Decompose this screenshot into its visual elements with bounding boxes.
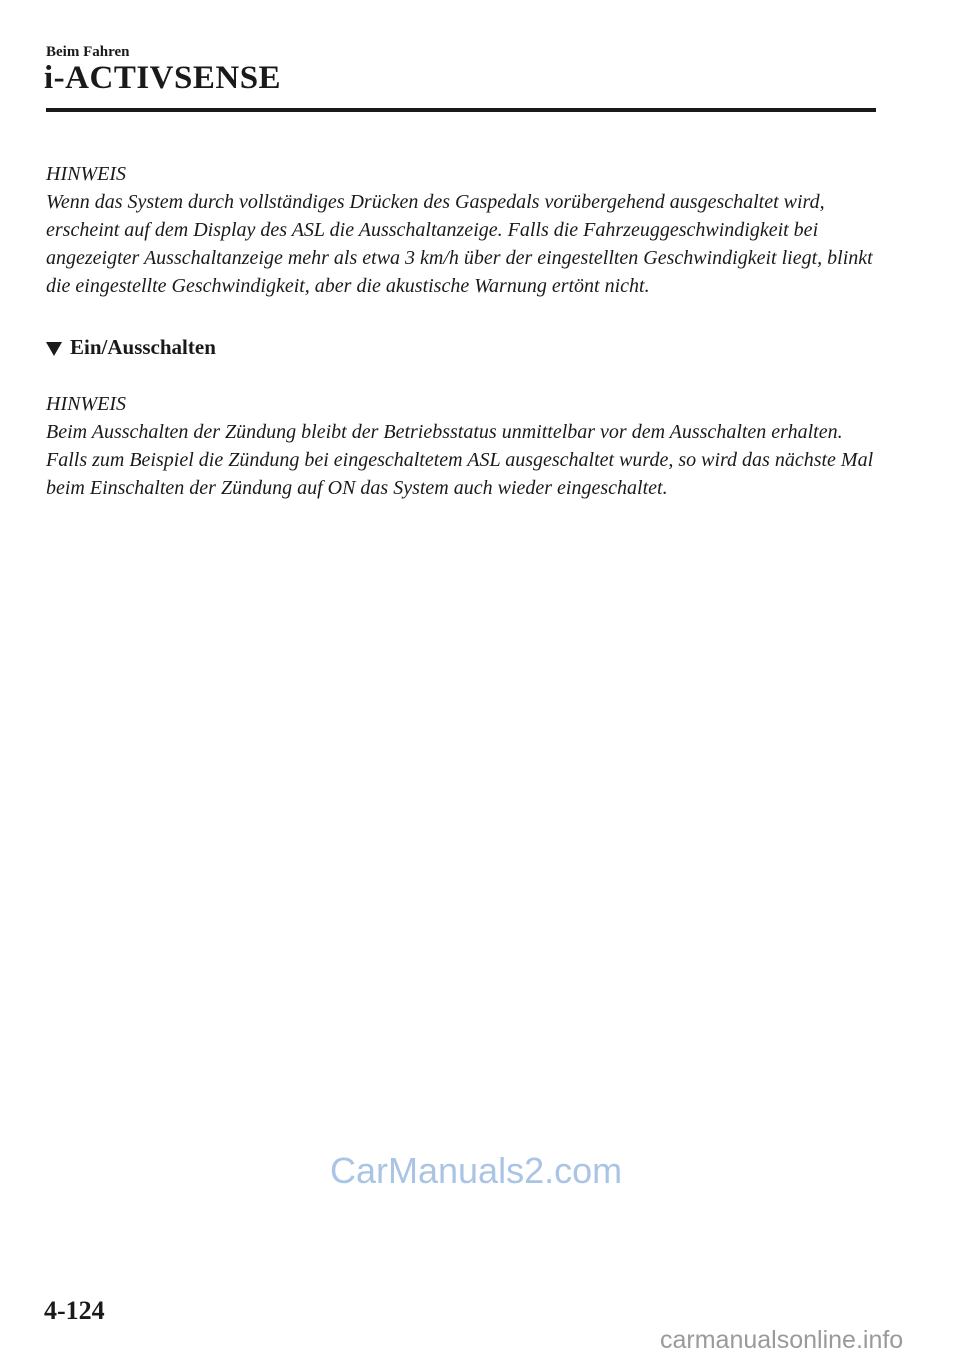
section-label: Beim Fahren xyxy=(46,44,130,60)
note-paragraph: Falls zum Beispiel die Zündung bei eingeschaltetem ASL ausgeschaltet wurde, so wird das nächste Mal beim Einschalten der Zündung auf ON das System auch wieder eingeschaltet. xyxy=(46,449,874,499)
section-heading xyxy=(46,335,216,360)
note-label: HINWEIS xyxy=(46,163,126,185)
page-title: i-ACTIVSENSE xyxy=(44,60,282,96)
section-heading-text: Ein/Ausschalten xyxy=(70,335,216,359)
page-number: 4-124 xyxy=(44,1296,105,1325)
note-paragraph: Beim Ausschalten der Zündung bleibt der Betriebsstatus unmittelbar vor dem Ausschalten erhalten. xyxy=(46,421,843,443)
note-label: HINWEIS xyxy=(46,393,126,415)
note-text: Wenn das System durch vollständiges Drücken des Gaspedals vorübergehend ausgeschaltet wird, erscheint auf dem Display des ASL die Ausschaltanzeige. Falls die Fahrzeuggeschwindigkeit bei angezeigter Ausschaltanzeige mehr als etwa 3 km/h über der eingestellten Geschwindigkeit liegt, blinkt die eingestellte Geschwindigkeit, aber die akustische Warnung ertönt nicht. xyxy=(46,191,873,297)
site-watermark: carmanualsonline.info xyxy=(660,1326,904,1354)
note-block xyxy=(46,160,876,300)
triangle-down-icon xyxy=(46,342,62,356)
header-divider xyxy=(46,108,876,112)
note-block xyxy=(46,390,876,502)
watermark: CarManuals2.com xyxy=(330,1150,623,1191)
